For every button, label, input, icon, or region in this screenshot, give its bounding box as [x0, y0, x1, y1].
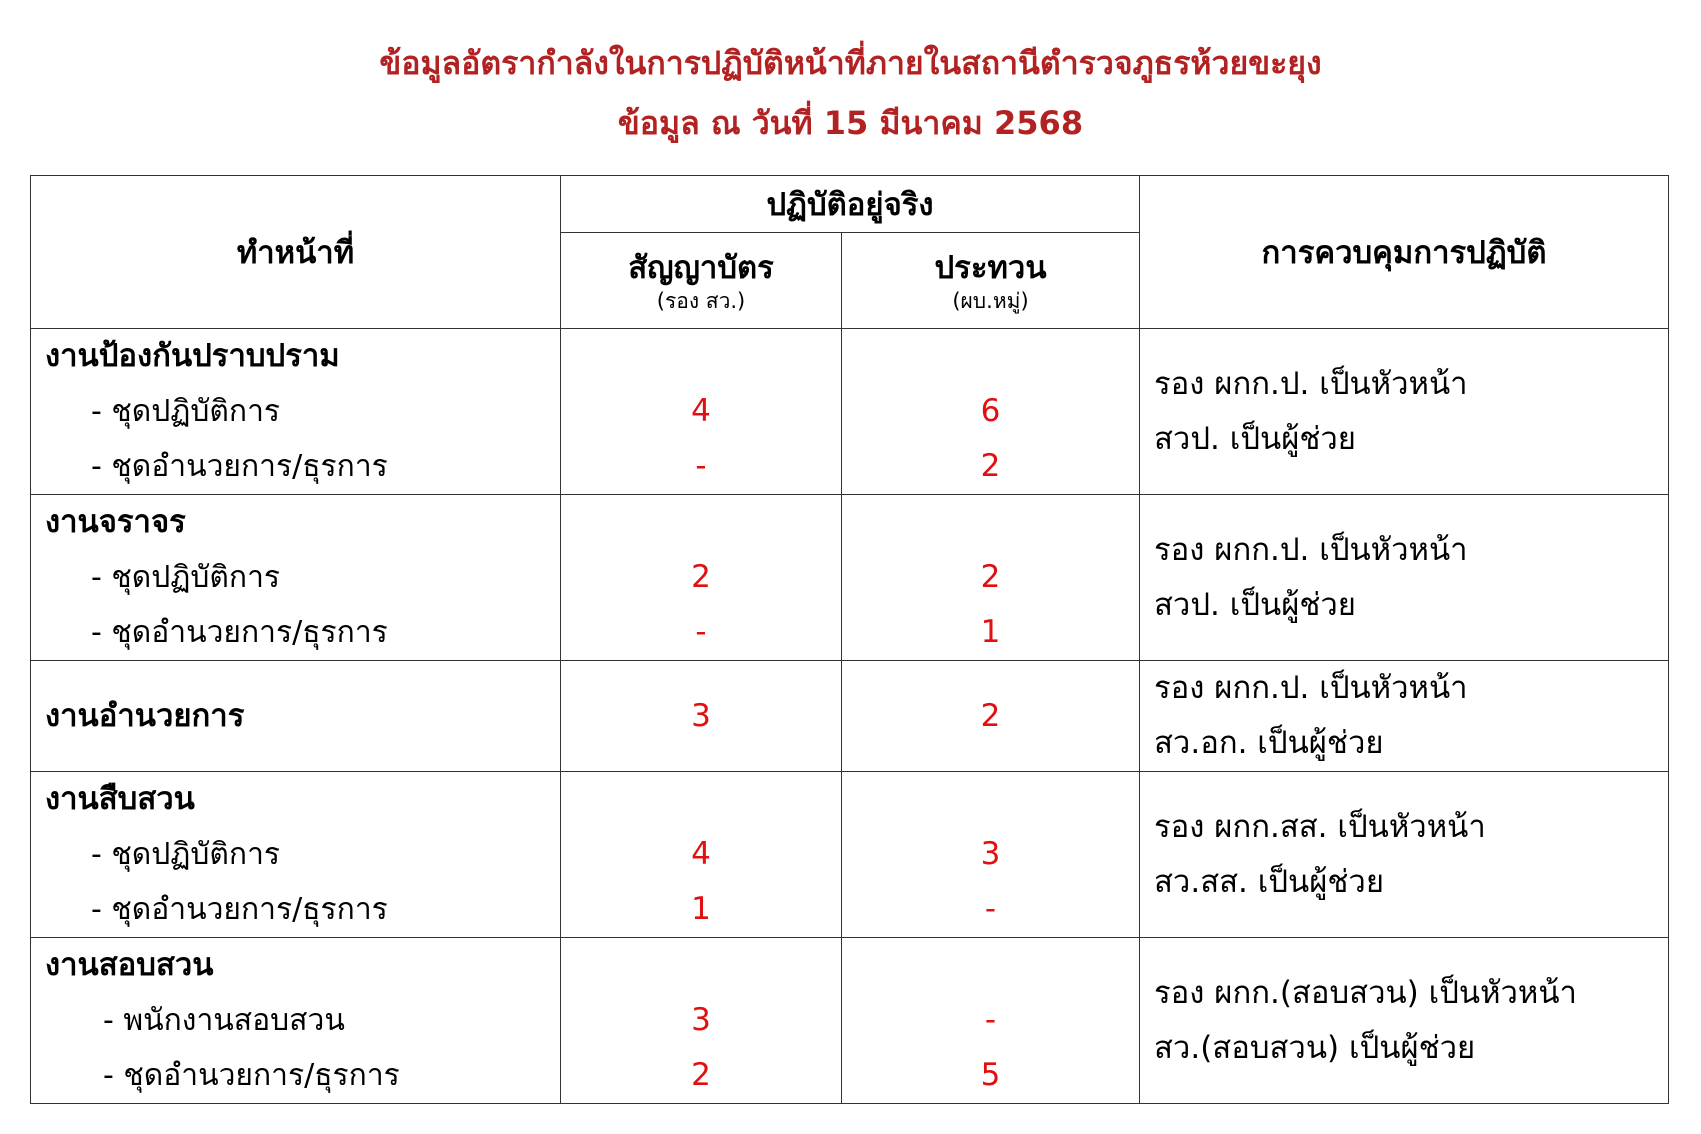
control-cell — [1140, 661, 1669, 772]
table-row — [31, 661, 1669, 772]
commissioned-cell — [561, 495, 842, 661]
noncom-value: - — [984, 891, 997, 927]
commissioned-cell — [561, 772, 842, 938]
function-item: - ชุดปฏิบัติการ — [91, 837, 281, 872]
control-cell — [1140, 938, 1669, 1104]
table-row — [31, 938, 1669, 1104]
commissioned-value: 1 — [691, 891, 711, 927]
table-row — [31, 495, 1669, 661]
function-item: - ชุดอำนวยการ/ธุรการ — [91, 449, 388, 484]
commissioned-value: 3 — [691, 1002, 711, 1038]
noncom-cell — [842, 938, 1140, 1104]
control-line: สว.(สอบสวน) เป็นผู้ช่วย — [1154, 1029, 1476, 1066]
control-line: รอง ผกก.สส. เป็นหัวหน้า — [1154, 808, 1486, 845]
control-cell — [1140, 495, 1669, 661]
noncom-value: 6 — [980, 393, 1001, 429]
header-commissioned — [561, 233, 842, 329]
control-line: รอง ผกก.ป. เป็นหัวหน้า — [1154, 365, 1468, 402]
function-cell — [31, 495, 561, 661]
header-duty: ทำหน้าที่ — [31, 176, 561, 329]
commissioned-value: 2 — [691, 1057, 711, 1093]
noncom-value: 2 — [980, 697, 1001, 734]
function-item: - ชุดปฏิบัติการ — [91, 560, 281, 595]
function-item: - ชุดอำนวยการ/ธุรการ — [91, 892, 388, 927]
control-line: สวป. เป็นผู้ช่วย — [1154, 420, 1356, 457]
noncom-cell — [842, 329, 1140, 495]
control-line: รอง ผกก.ป. เป็นหัวหน้า — [1154, 670, 1468, 706]
control-cell — [1140, 772, 1669, 938]
control-cell — [1140, 329, 1669, 495]
noncom-value: 2 — [980, 448, 1001, 484]
noncom-value: 3 — [980, 836, 1001, 872]
function-cell — [31, 772, 561, 938]
noncom-cell — [842, 495, 1140, 661]
document-title: ข้อมูลอัตรากำลังในการปฏิบัติหน้าที่ภายในสถานีตำรวจภูธรห้วยขะยุง — [379, 44, 1322, 82]
table-row — [31, 772, 1669, 938]
commissioned-value: 3 — [691, 697, 711, 734]
header-noncom-label: ประทวน — [934, 249, 1047, 286]
function-item: - พนักงานสอบสวน — [103, 1003, 345, 1038]
commissioned-value: 4 — [691, 836, 711, 872]
commissioned-value: 4 — [691, 393, 711, 429]
commissioned-value: 2 — [691, 559, 711, 595]
control-line: สวป. เป็นผู้ช่วย — [1154, 586, 1356, 623]
noncom-value: 1 — [980, 614, 1001, 650]
commissioned-cell — [561, 329, 842, 495]
commissioned-value: - — [695, 448, 707, 484]
function-name: งานป้องกันปราบปราม — [45, 338, 340, 374]
document-subtitle: ข้อมูล ณ วันที่ 15 มีนาคม 2568 — [617, 104, 1084, 142]
function-cell — [31, 329, 561, 495]
noncom-value: 5 — [980, 1057, 1001, 1093]
commissioned-value: - — [695, 614, 707, 650]
function-item: - ชุดอำนวยการ/ธุรการ — [103, 1058, 400, 1093]
noncom-value: - — [984, 1002, 997, 1038]
function-item: - ชุดปฏิบัติการ — [91, 394, 281, 429]
function-item: - ชุดอำนวยการ/ธุรการ — [91, 615, 388, 650]
function-name: งานจราจร — [45, 504, 186, 540]
commissioned-cell — [561, 938, 842, 1104]
function-name: งานอำนวยการ — [45, 697, 245, 734]
control-line: สว.อก. เป็นผู้ช่วย — [1154, 725, 1384, 761]
header-actual: ปฏิบัติอยู่จริง — [561, 176, 1140, 233]
function-name: งานสอบสวน — [45, 947, 214, 983]
control-line: รอง ผกก.(สอบสวน) เป็นหัวหน้า — [1154, 974, 1577, 1011]
control-line: สว.สส. เป็นผู้ช่วย — [1154, 863, 1384, 900]
noncom-value: 2 — [980, 559, 1001, 595]
header-commissioned-note: (รอง สว.) — [656, 288, 746, 313]
noncom-cell — [842, 661, 1140, 772]
function-cell — [31, 661, 561, 772]
commissioned-cell — [561, 661, 842, 772]
function-name: งานสืบสวน — [45, 781, 195, 817]
header-commissioned-label: สัญญาบัตร — [628, 249, 774, 286]
function-cell — [31, 938, 561, 1104]
header-noncom — [842, 233, 1140, 329]
manpower-table — [30, 175, 1669, 1104]
noncom-cell — [842, 772, 1140, 938]
table-row — [31, 329, 1669, 495]
control-line: รอง ผกก.ป. เป็นหัวหน้า — [1154, 531, 1468, 568]
header-control: การควบคุมการปฏิบัติ — [1140, 176, 1669, 329]
header-noncom-note: (ผบ.หมู่) — [952, 288, 1029, 313]
